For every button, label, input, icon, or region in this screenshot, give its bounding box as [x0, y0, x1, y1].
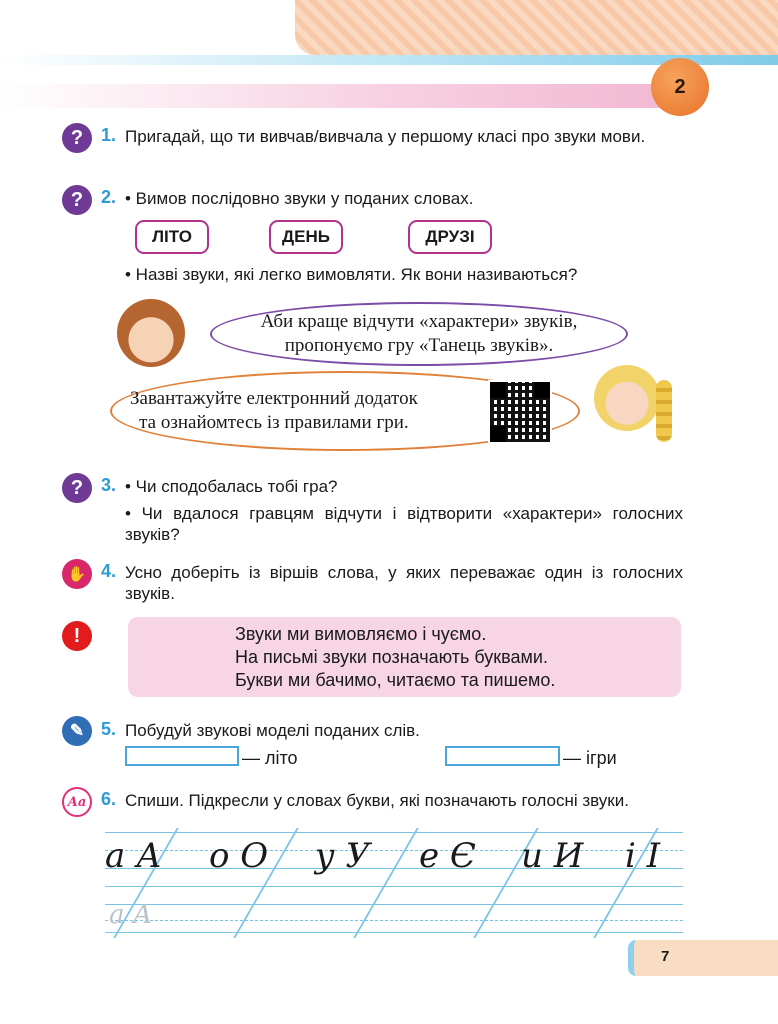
task-number: 5. [101, 719, 117, 739]
task-number: 6. [101, 789, 117, 809]
task2-bullet2: • Назві звуки, які легко вимовляти. Як вони називаються? [125, 265, 578, 284]
handwriting-icon: Aa [62, 787, 92, 817]
rule-text [235, 623, 555, 692]
rule-line: Букви ми бачимо, читаємо та пишемо. [235, 670, 556, 690]
cursive-letters: а А [105, 836, 162, 876]
page-number-tab [628, 940, 778, 976]
cursive-letters: и И [521, 836, 584, 876]
task-number: 2. [101, 187, 117, 207]
cursive-letters: о О [209, 836, 269, 876]
guide-line [105, 904, 683, 905]
tracing-letters: а А [109, 900, 153, 930]
task-number: 3. [101, 475, 117, 495]
cursive-letters: і І [625, 836, 661, 876]
word-box: ДЕНЬ [269, 220, 343, 254]
bubble-line: Завантажуйте електронний додаток [130, 388, 418, 409]
bubble-line: та ознайомтесь із правилами гри. [139, 412, 409, 433]
bubble-line: Аби краще відчути «характери» звуків, [260, 311, 578, 332]
rule-line: Звуки ми вимовляємо і чуємо. [235, 624, 487, 644]
task-number: 1. [101, 125, 117, 145]
header-ornament [295, 0, 778, 55]
rule-line: На письмі звуки позначають буквами. [235, 647, 548, 667]
guide-line [105, 850, 683, 851]
page-number: 7 [661, 948, 670, 965]
guide-line [105, 886, 683, 887]
boy-avatar [117, 299, 185, 367]
question-icon: ? [62, 185, 92, 215]
speech-bubble-boy [210, 302, 628, 366]
task2-bullet1: • Вимов послідовно звуки у поданих словах. [125, 189, 474, 208]
task4-text: Усно доберіть із віршів слова, у яких переважає один із голосних звуків. [125, 563, 683, 603]
sound-model-box[interactable] [445, 746, 560, 766]
bubble-line: пропонуємо гру «Танець звуків». [284, 335, 554, 356]
qr-code[interactable] [490, 382, 550, 442]
task5-text: Побудуй звукові моделі поданих слів. [125, 721, 420, 740]
task-number: 4. [101, 561, 117, 581]
task1-text: Пригадай, що ти вивчав/вивчала у першому класі про звуки мови. [125, 127, 646, 146]
task3-bullet2: • Чи вдалося гравцям відчути і відтворити «характери» голосних звуків? [125, 504, 683, 544]
task6-text: Спиши. Підкресли у словах букви, які позначають голосні звуки. [125, 791, 629, 810]
task3-bullet1: • Чи сподобалась тобі гра? [125, 477, 338, 496]
cursive-letters: е Є [419, 836, 476, 876]
guide-line [105, 920, 683, 921]
cursive-letters: у У [315, 836, 371, 876]
question-icon: ? [62, 473, 92, 503]
model-word-label: — ігри [563, 748, 617, 768]
exclamation-icon: ! [62, 621, 92, 651]
pencil-icon: ✎ [62, 716, 92, 746]
handwriting-lines [105, 828, 683, 936]
sound-model-box[interactable] [125, 746, 239, 766]
question-icon: ? [62, 123, 92, 153]
lesson-number-badge: 2 [651, 58, 709, 116]
guide-line [105, 832, 683, 833]
handshake-icon: ✋ [62, 559, 92, 589]
model-word-label: — літо [242, 748, 298, 768]
header-pink-stripe [0, 84, 660, 108]
word-box: ДРУЗІ [408, 220, 492, 254]
girl-braid [656, 380, 672, 442]
word-box: ЛІТО [135, 220, 209, 254]
girl-avatar [594, 365, 660, 431]
